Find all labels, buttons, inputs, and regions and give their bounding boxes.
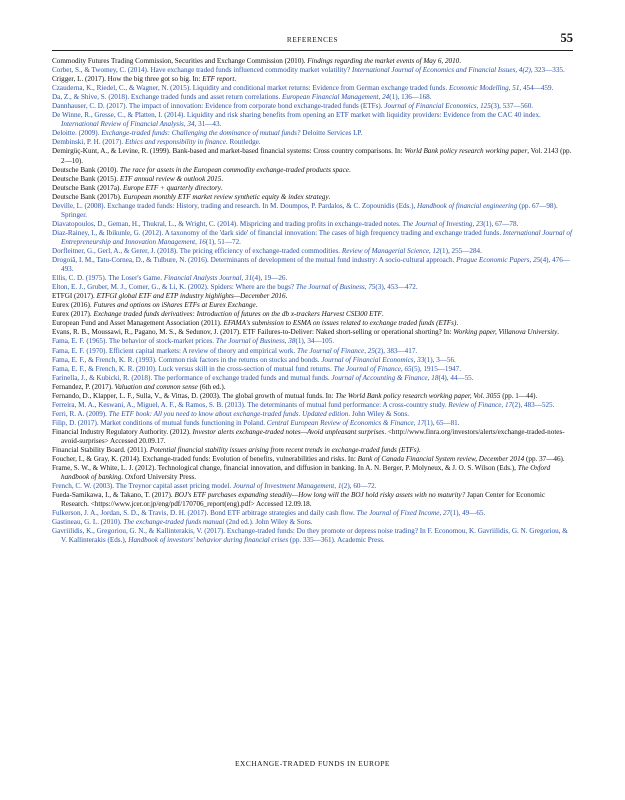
reference-details: . Routledge. <box>225 138 261 147</box>
reference-authors-and-article: Deloitte. (2009). <box>52 129 102 138</box>
reference-authors-and-article: Financial Stability Board. (2011). <box>52 446 150 455</box>
reference-authors-and-article: Frame, S. W., & White, L. J. (2012). Technological change, financial innovation, and diffusion in banking. In A. N. Berger, P. Molyneux, & J. O. S. Wilson (Eds.), <box>52 464 518 473</box>
reference-entry <box>52 455 573 464</box>
reference-details: . <box>456 319 459 328</box>
reference-details: (5), 1915—1947. <box>411 364 461 373</box>
reference-details: (pp. 335—361). Academic Press. <box>288 536 385 545</box>
reference-entry[interactable] <box>52 202 573 220</box>
reference-details: . John Wiley & Sons. <box>348 409 410 418</box>
reference-entry <box>52 301 573 310</box>
reference-details: . <box>220 183 223 192</box>
reference-authors-and-article: Deutsche Bank (2017a). <box>52 183 123 192</box>
reference-entry <box>52 428 573 446</box>
reference-details: (pp. 67—98). Springer. <box>61 201 558 219</box>
reference-details: (1), 51—72. <box>205 237 241 246</box>
reference-entry <box>52 147 573 165</box>
reference-source-title: World Bank policy research working paper <box>404 147 528 156</box>
reference-authors-and-article: Elton, E. J., Gruber, M. J., Comer, G., & Li, K. (2002). Spiders: Where are the bugs? <box>52 283 296 292</box>
reference-details: (1), 255—284. <box>439 246 482 255</box>
reference-list <box>52 57 573 546</box>
reference-authors-and-article: ETFGI (2017). <box>52 292 97 301</box>
reference-entry <box>52 175 573 184</box>
reference-entry[interactable] <box>52 111 573 129</box>
reference-source-title: The Journal of Fixed Income, 27 <box>356 509 451 518</box>
reference-source-title: The Journal of Business, 38 <box>215 337 296 346</box>
reference-details: (1), 67—78. <box>483 219 519 228</box>
reference-authors-and-article: Deville, L. (2008). Exchange traded funds: History, trading and research. In M. Doumpos, P. Pardalos, & C. Zopounidis (Eds.), <box>52 201 418 210</box>
reference-entry[interactable] <box>52 84 573 93</box>
reference-authors-and-article: French, C. W. (2003). The Treynor capital asset pricing model. <box>52 482 233 491</box>
reference-details: . <box>418 446 421 455</box>
reference-entry <box>52 392 573 401</box>
reference-details: (1), 34—105. <box>295 337 335 346</box>
reference-authors-and-article: Crigger, L. (2017). How the big three got so big. In: <box>52 75 203 84</box>
reference-entry <box>52 310 573 319</box>
reference-source-title: The ETF book: All you need to know about exchange-traded funds. Updated edition <box>108 409 349 418</box>
reference-source-title: The Journal of Finance, 25 <box>296 346 375 355</box>
reference-source-title: Exchange traded funds derivatives: Introduction of futures on the db x-trackers Harvest CSI300 ETF <box>93 310 382 319</box>
reference-entry[interactable] <box>52 129 573 138</box>
reference-source-title: EFAMA's submission to ESMA on issues related to exchange traded funds (ETFs) <box>223 319 457 328</box>
reference-authors-and-article: Eurex (2017). <box>52 310 94 319</box>
reference-source-title: Economic Modelling, 51 <box>448 84 520 93</box>
reference-entry[interactable] <box>52 419 573 428</box>
reference-details: , 454—459. <box>519 84 554 93</box>
reference-authors-and-article: Financial Industry Regulatory Authority. (2012). <box>52 427 193 436</box>
reference-authors-and-article: Ellis, C. D. (1975). The Loser's Game. <box>52 274 164 283</box>
reference-entry[interactable] <box>52 138 573 147</box>
reference-details: , 323—335. <box>530 66 565 75</box>
reference-entry[interactable] <box>52 102 573 111</box>
reference-details: . <box>234 75 237 84</box>
reference-authors-and-article: Diavatopoulos, D., Geman, H., Thukral, L., & Wright, C. (2014). Mispricing and trading profits in exchange-traded notes. <box>52 219 403 228</box>
reference-authors-and-article: Dannhauser, C. D. (2017). The impact of innovation: Evidence from corporate bond exchange-traded funds (ETFs). <box>52 102 385 111</box>
reference-source-title: Investor alerts exchange-traded notes—Avoid unpleasant surprises <box>192 427 385 436</box>
reference-entry <box>52 383 573 392</box>
reference-source-title: The Journal of Finance, 65 <box>333 364 412 373</box>
reference-details: (6th ed.). <box>197 382 226 391</box>
reference-authors-and-article: Foucher, I., & Gray, K. (2014). Exchange-traded funds: Evolution of benefits, vulnerabilities and risks. In: <box>52 455 358 464</box>
reference-authors-and-article: Filip, D. (2017). Market conditions of mutual funds functioning in Poland. <box>52 418 267 427</box>
reference-authors-and-article: Fama, E. F., & French, K. R. (1993). Common risk factors in the returns on stocks and bonds. <box>52 355 322 364</box>
reference-details: , Vol. 2143 (pp. 2—10). <box>61 147 572 165</box>
reference-source-title: European monthly ETF market review synthetic equity & index strategy <box>123 192 329 201</box>
reference-entry <box>52 193 573 202</box>
reference-details: . <box>328 192 331 201</box>
reference-details: (2), 383—417. <box>374 346 418 355</box>
reference-source-title: Review of Managerial Science, 12 <box>341 246 440 255</box>
reference-details: . <box>285 292 288 301</box>
reference-entry[interactable] <box>52 66 573 75</box>
reference-entry[interactable] <box>52 518 573 527</box>
reference-details: (1), 3—56. <box>424 355 456 364</box>
reference-authors-and-article: Dorfleitner, G., Gerl, A., & Gerer, J. (2018). The pricing efficiency of exchange-traded commodities. <box>52 246 342 255</box>
reference-authors-and-article: Fulkerson, J. A., Jordan, S. D., & Travis, D. H. (2017). Bond ETF arbitrage strategies and daily cash flow. <box>52 509 357 518</box>
reference-details: . <box>557 328 560 337</box>
reference-details: . <box>348 165 351 174</box>
reference-details: . <http://www.finra.org/investors/alerts/exchange-traded-notes-avoid-surprises> Accessed 20.09.17. <box>61 427 565 445</box>
reference-source-title: Working paper, Villanova University <box>453 328 558 337</box>
reference-details: , 31—43. <box>194 120 222 129</box>
reference-source-title: Potential financial stability issues arising from recent trends in exchange-traded funds (ETFs) <box>149 446 419 455</box>
reference-authors-and-article: Drogoiă, I. M., Tatu-Cornea, D., & Tulbure, N. (2016). Determinants of development of the mutual fund industry: A socio-cultural approach. <box>52 256 457 265</box>
reference-details: . <box>221 174 224 183</box>
reference-details: . <box>255 301 258 310</box>
reference-details: Deloitte Services LP. <box>300 129 363 138</box>
reference-authors-and-article: Corbet, S., & Twomey, C. (2014). Have exchange traded funds influenced commodity market volatility? <box>52 66 352 75</box>
reference-authors-and-article: Fernando, D., Klapper, L. F., Sulla, V., & Vittas, D. (2003). The global growth of mutual funds. In: <box>52 391 336 400</box>
reference-details: (1), 49—65. <box>450 509 486 518</box>
reference-authors-and-article: Fueda-Samikawa, I., & Takano, T. (2017). <box>52 491 175 500</box>
reference-details: (3), 453—472. <box>375 283 418 292</box>
running-head: REFERENCES <box>286 36 339 44</box>
reference-details: (1), 65—81. <box>424 418 460 427</box>
reference-authors-and-article: European Fund and Asset Management Association (2011). <box>52 319 224 328</box>
reference-details: (2nd ed.). John Wiley & Sons. <box>224 518 313 527</box>
reference-source-title: European Financial Management, 24 <box>282 93 390 102</box>
reference-authors-and-article: Czauderna, K., Riedel, C., & Wagner, N. (2015). Liquidity and conditional market returns: Evidence from German exchange traded funds. <box>52 84 449 93</box>
reference-authors-and-article: Eurex (2016). <box>52 301 94 310</box>
reference-entry[interactable] <box>52 256 573 274</box>
reference-details: (1), 136—168. <box>389 93 432 102</box>
reference-entry <box>52 292 573 301</box>
reference-source-title: Ethics and responsibility in finance <box>125 138 226 147</box>
reference-source-title: Prague Economic Papers, 25 <box>456 256 541 265</box>
reference-details: (pp. 37—46). <box>524 455 565 464</box>
reference-entry <box>52 491 573 509</box>
reference-entry <box>52 328 573 337</box>
reference-authors-and-article: Da, Z., & Shive, S. (2018). Exchange traded funds and asset return correlations. <box>52 93 283 102</box>
reference-entry <box>52 446 573 455</box>
reference-entry <box>52 166 573 175</box>
reference-authors-and-article: Commodity Futures Trading Commission, Securities and Exchange Commission (2010). <box>52 57 308 65</box>
reference-authors-and-article: Gavriilidis, K., Gregoriou, G. N., & Kallinterakis, V. (2017). Exchange-traded funds: Do they promote or depress noise trading? In F. Economou, K. Gavriilidis, G. N. Gregoriou, & V. Kallinterakis (Eds.), <box>52 527 568 545</box>
reference-entry[interactable] <box>52 274 573 283</box>
reference-source-title: Findings regarding the market events of May 6, 2010 <box>307 57 460 65</box>
reference-source-title: International Journal of Economics and Financial Issues, 4(2) <box>351 66 531 75</box>
reference-details: (2), 60—72. <box>341 482 377 491</box>
reference-source-title: The Journal of Investing, 23 <box>402 219 484 228</box>
reference-entry[interactable] <box>52 283 573 292</box>
reference-entry[interactable] <box>52 482 573 491</box>
reference-authors-and-article: Fama, E. F. (1970). Efficient capital markets: A review of theory and empirical work. <box>52 346 297 355</box>
reference-source-title: Journal of Financial Economics, 125 <box>384 102 491 111</box>
reference-entry[interactable] <box>52 356 573 365</box>
reference-authors-and-article: Fama, E. F. (1965). The behavior of stock-market prices. <box>52 337 216 346</box>
header-rule <box>52 50 573 51</box>
reference-authors-and-article: Gastineau, G. L. (2010). <box>52 518 124 527</box>
reference-authors-and-article: Ferreira, M. A., Keswani, A., Miguel, A. F., & Ramos, S. B. (2013). The determinants of mutual fund performance: A cross-country study. <box>52 400 449 409</box>
reference-source-title: The race for assets in the European commodity exchange-traded products space <box>119 165 349 174</box>
reference-source-title: International Review of Financial Analysis, 34 <box>61 120 195 129</box>
reference-source-title: Futures and options on iShares ETFs at Eurex Exchange <box>93 301 256 310</box>
reference-source-title: Financial Analysts Journal, 31 <box>163 274 253 283</box>
reference-source-title: ETFGI global ETF and ETP industry highlights—December 2016 <box>96 292 286 301</box>
reference-source-title: BOJ's ETF purchases expanding steadily—How long will the BOJ hold risky assets with no maturity? <box>174 491 466 500</box>
reference-source-title: Central European Review of Economics & Finance, 17 <box>266 418 425 427</box>
reference-authors-and-article: Demirgüç-Kunt, A., & Levine, R. (1999). Bank-based and market-based financial systems: Cross country comparisons. In: <box>52 147 405 156</box>
reference-entry[interactable] <box>52 220 573 229</box>
reference-authors-and-article: Ferri, R. A. (2009). <box>52 409 109 418</box>
reference-entry[interactable] <box>52 93 573 102</box>
reference-source-title: Journal of Investment Management, 1 <box>232 482 342 491</box>
reference-entry[interactable] <box>52 365 573 374</box>
reference-source-title: Exchange-traded funds: Challenging the dominance of mutual funds? <box>101 129 301 138</box>
reference-source-title: ETF report <box>202 75 235 84</box>
reference-entry[interactable] <box>52 229 573 247</box>
reference-details: . <box>381 310 384 319</box>
reference-entry <box>52 464 573 482</box>
page-header <box>0 30 625 52</box>
page-footer: EXCHANGE-TRADED FUNDS IN EUROPE <box>235 759 390 768</box>
reference-details: (4), 19—26. <box>252 274 288 283</box>
reference-source-title: The World Bank policy research working paper, Vol. 3055 <box>335 391 501 400</box>
reference-source-title: Valuation and common sense <box>114 382 198 391</box>
reference-entry[interactable] <box>52 527 573 545</box>
reference-source-title: The Journal of Business, 75 <box>295 283 376 292</box>
reference-authors-and-article: Dembinski, P. H. (2017). <box>52 138 125 147</box>
reference-entry[interactable] <box>52 247 573 256</box>
reference-entry[interactable] <box>52 374 573 383</box>
reference-entry[interactable] <box>52 401 573 410</box>
reference-source-title: ETF annual review & outlook 2015 <box>119 174 222 183</box>
reference-source-title: International Journal of Entrepreneurship and Innovation Management, 16 <box>61 228 572 246</box>
reference-authors-and-article: Farinella, J., & Kubicki, R. (2018). The performance of exchange traded funds and mutual funds. <box>52 373 332 382</box>
reference-authors-and-article: Deutsche Bank (2017b). <box>52 192 124 201</box>
reference-authors-and-article: De Winne, R., Gresse, C., & Platten, I. (2014). Liquidity and risk sharing benefits from opening an ETF market with liquidity providers: Evidence from the CAC 40 index. <box>52 111 541 120</box>
reference-entry[interactable] <box>52 410 573 419</box>
reference-details: (pp. 1—44). <box>500 391 538 400</box>
reference-source-title: The Oxford handbook of banking <box>61 464 551 482</box>
reference-source-title: Handbook of financial engineering <box>417 201 518 210</box>
reference-source-title: Journal of Financial Economics, 33 <box>321 355 425 364</box>
reference-authors-and-article: Fama, E. F., & French, K. R. (2010). Luck versus skill in the cross-section of mutual fund returns. <box>52 364 334 373</box>
reference-source-title: Bank of Canada Financial System review, December 2014 <box>357 455 525 464</box>
reference-source-title: Journal of Accounting & Finance, 18 <box>331 373 439 382</box>
reference-source-title: Review of Finance, 17 <box>448 400 513 409</box>
reference-authors-and-article: Deutsche Bank (2015). <box>52 174 120 183</box>
reference-entry <box>52 184 573 193</box>
reference-source-title: Handbook of investors' behavior during financial crises <box>128 536 289 545</box>
reference-authors-and-article: Deutsche Bank (2010). <box>52 165 120 174</box>
reference-details: (2), 483—525. <box>512 400 555 409</box>
page-number: 55 <box>560 31 573 45</box>
reference-entry[interactable] <box>52 347 573 356</box>
reference-details: Japan Center for Economic Research. <https://www.jcer.or.jp/eng/pdf/170706_report(eng).pdf> Accessed 12.09.18. <box>61 491 546 509</box>
reference-entry[interactable] <box>52 509 573 518</box>
reference-entry <box>52 319 573 328</box>
reference-details: (3), 537—560. <box>490 102 534 111</box>
reference-authors-and-article: Diaz-Rainey, I., & Ibikunle, G. (2012). A taxonomy of the 'dark side' of financial innovation: The cases of high frequency trading and exchange traded funds. <box>52 228 503 237</box>
reference-entry[interactable] <box>52 337 573 346</box>
reference-source-title: Europe ETF + quarterly directory <box>123 183 221 192</box>
reference-details: . <box>459 57 462 65</box>
reference-source-title: The exchange-traded funds manual <box>123 518 225 527</box>
reference-authors-and-article: Fernandez, P. (2017). <box>52 382 115 391</box>
reference-details: (4), 476—493. <box>61 256 570 274</box>
reference-details: . Oxford University Press. <box>121 473 197 482</box>
reference-entry <box>52 57 573 66</box>
reference-authors-and-article: Evans, R. B., Moussawi, R., Pagano, M. S., & Sedunov, J. (2017). ETF Failures-to-Deliver: Naked short-selling or operational shorting? In: <box>52 328 454 337</box>
reference-entry <box>52 75 573 84</box>
reference-details: (4), 44—55. <box>438 373 474 382</box>
